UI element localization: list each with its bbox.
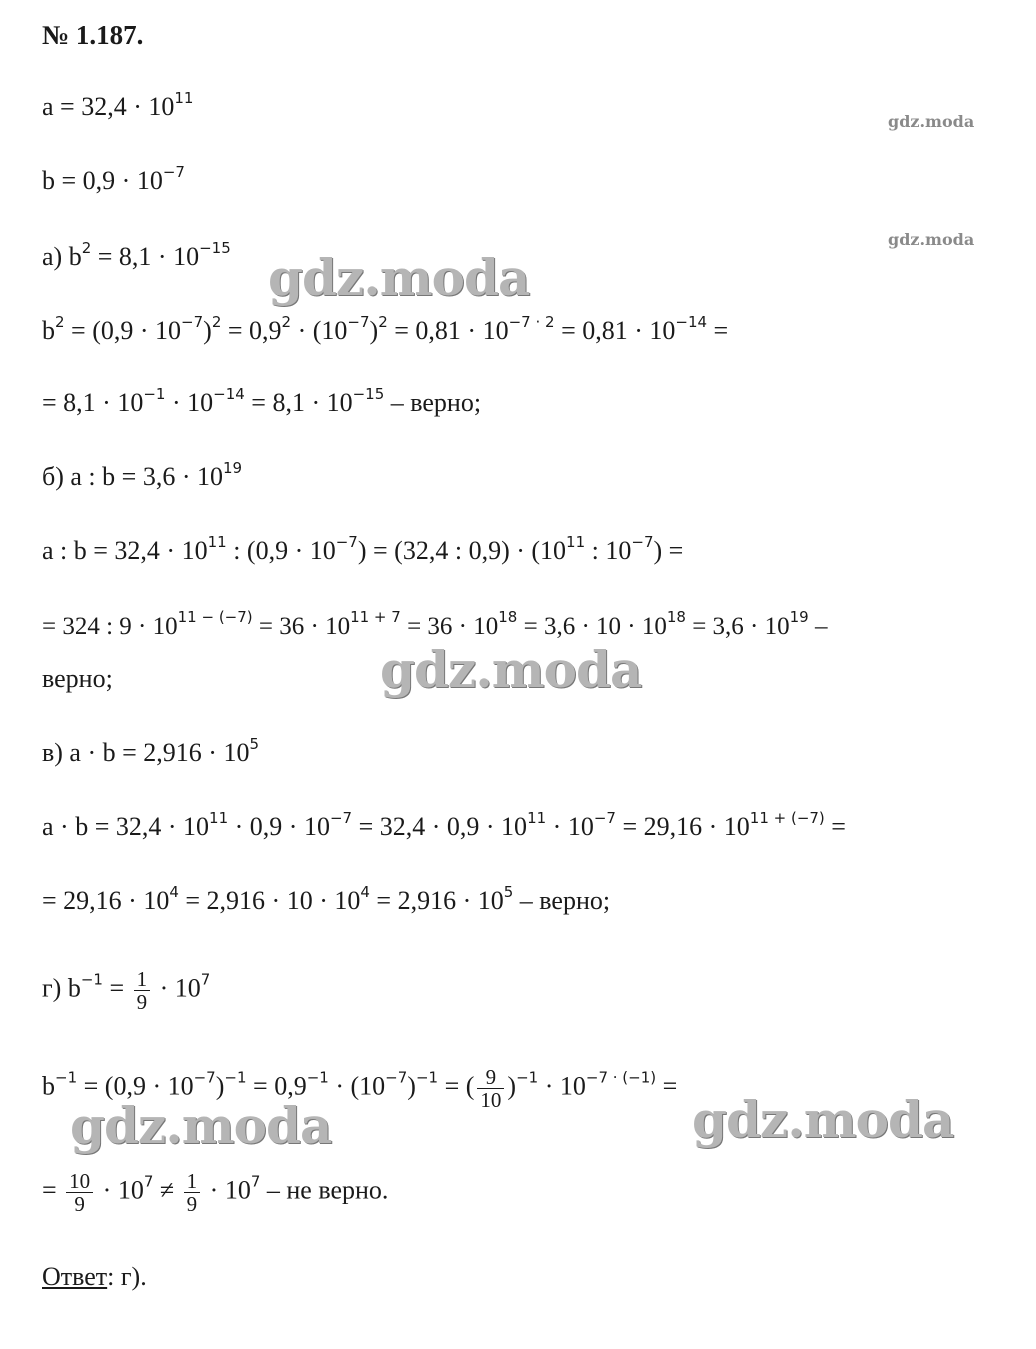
part-a-line1: $b^2 = (0,9 \cdot 10^{-7})^2 = 0,9^2 \cdot (10^{-7})^2 = 0,81 \cdot 10^{-7 \cdot 2} = 0,81 \cdot 10^{-14}$ = [42, 313, 729, 345]
watermark-small: gdz.moda [888, 230, 975, 249]
part-v-claim: в) $a \cdot b = 2,916 \cdot 10^5$ [42, 735, 260, 767]
part-b-line1: a : $b = 32,4 \cdot 10^{11}$ : $(0,9 \cdot 10^{-7}) = (32,4$ : $0,9) \cdot (10^{11}$ : $10^{-7}$) = [42, 533, 684, 565]
part-b-claim: б) a : $b = 3,6 \cdot 10^{19}$ [42, 459, 243, 491]
answer [42, 1262, 147, 1292]
part-a-line2: = $8,1 \cdot 10^{-1} \cdot 10^{-14} = 8,1 \cdot 10^{-15}$ – верно; [42, 385, 482, 417]
watermark-large: gdz.moda [692, 1090, 954, 1149]
part-a-claim: а) $b^2 = 8,1 \cdot 10^{-15}$ [42, 239, 231, 271]
part-v-line1: $a \cdot b = 32,4 \cdot 10^{11} \cdot 0,9 \cdot 10^{-7} = 32,4 \cdot 0,9 \cdot 10^{11} \cdot 10^{-7} = 29,16 \cdot 10^{11 + (-7)}$ = [42, 809, 846, 841]
part-b-line2: = 324 : $9 \cdot 10^{11 - (-7)} = 36 \cdot 10^{11 + 7} = 36 \cdot 10^{18} = 3,6 \cdot 10 \cdot 10^{18} = 3,6 \cdot 10^{19}$ – [42, 608, 828, 640]
answer-text: : г). [107, 1262, 147, 1291]
watermark-small: gdz.moda [888, 112, 975, 131]
fraction: $\frac{10}{9}$ [66, 1170, 93, 1215]
given-b: $b = 0,9 \cdot 10^{-7}$ [42, 163, 185, 195]
part-b-line3: верно; [42, 664, 113, 693]
watermark-large: gdz.moda [70, 1096, 332, 1155]
given-a: $a = 32,4 \cdot 10^{11}$ [42, 89, 194, 121]
watermark-large: gdz.moda [380, 640, 642, 699]
part-g-claim: г) $b^{-1}$ = $\frac{1}{9}$ · $10^7$ [42, 967, 211, 1014]
fraction: $\frac{1}{9}$ [184, 1170, 201, 1215]
part-g-line1: $b^{-1} = (0,9 \cdot 10^{-7})^{-1} = 0,9^{-1} \cdot (10^{-7})^{-1}$ = ( $\frac{9}{10}$ )$^{-1} \cdot 10^{-7 \cdot (-1)}$ = [42, 1065, 678, 1112]
problem-title: № 1.187. [42, 20, 144, 50]
fraction: $\frac{9}{10}$ [477, 1066, 504, 1111]
answer-label: Ответ [42, 1262, 108, 1291]
part-v-line2: = $29,16 \cdot 10^4 = 2,916 \cdot 10 \cdot 10^4 = 2,916 \cdot 10^5$ – верно; [42, 883, 611, 915]
fraction: $\frac{1}{9}$ [134, 968, 151, 1013]
watermark-large: gdz.moda [268, 248, 530, 307]
part-g-line2: = $\frac{10}{9}$ · $10^7$ ≠ $\frac{1}{9}$ · $10^7$ – не верно. [42, 1169, 389, 1216]
